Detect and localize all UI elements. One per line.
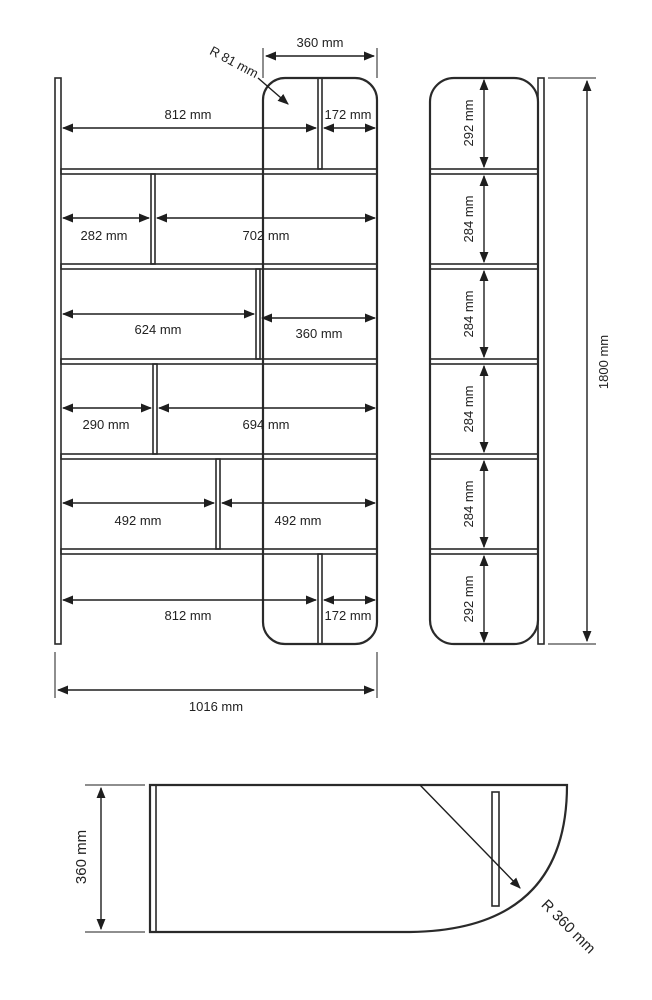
row1-right-label: 172 mm <box>324 107 372 122</box>
side-height-3: 284 mm <box>461 290 476 338</box>
side-height-2: 284 mm <box>461 195 476 243</box>
shelf <box>430 454 538 459</box>
side-height-5: 284 mm <box>461 480 476 528</box>
total-height-label: 1800 mm <box>596 334 611 390</box>
row5-left-label: 492 mm <box>114 513 162 528</box>
plan-divider <box>492 792 499 906</box>
row6-left-label: 812 mm <box>164 608 212 623</box>
divider <box>151 174 155 264</box>
row3-left-label: 624 mm <box>134 322 182 337</box>
divider <box>318 78 322 169</box>
dividers <box>151 78 322 644</box>
rounded-panel <box>263 78 377 644</box>
side-height-1: 292 mm <box>461 99 476 147</box>
divider <box>256 269 260 359</box>
row6-right-label: 172 mm <box>324 608 372 623</box>
row2-left-label: 282 mm <box>80 228 128 243</box>
shelf <box>430 264 538 269</box>
plan-radius-dim <box>420 785 520 888</box>
depth-label: 360 mm <box>73 829 90 885</box>
side-height-4: 284 mm <box>461 385 476 433</box>
top-width-label: 360 mm <box>296 35 344 50</box>
row5-right-label: 492 mm <box>274 513 322 528</box>
side-view <box>430 78 611 644</box>
shelf <box>430 549 538 554</box>
row4-left-label: 290 mm <box>82 417 130 432</box>
plan-outline <box>150 785 567 932</box>
shelf <box>430 169 538 174</box>
side-height-6: 292 mm <box>461 575 476 623</box>
plan-view <box>73 785 599 957</box>
row4-right-label: 694 mm <box>242 417 290 432</box>
shelf <box>61 359 377 364</box>
shelves <box>61 169 377 554</box>
divider <box>216 459 220 549</box>
shelf <box>430 359 538 364</box>
row2-right-label: 702 mm <box>242 228 290 243</box>
plan-radius-label: R 360 mm <box>537 896 599 958</box>
row1-left-label: 812 mm <box>164 107 212 122</box>
total-width-label: 1016 mm <box>188 699 244 714</box>
corner-radius-label: R 81 mm <box>207 43 261 82</box>
divider <box>318 554 322 644</box>
front-view <box>55 35 377 714</box>
row3-right-label: 360 mm <box>295 326 343 341</box>
shelf <box>61 169 377 174</box>
left-upright <box>55 78 61 644</box>
divider <box>153 364 157 454</box>
shelf <box>61 264 377 269</box>
